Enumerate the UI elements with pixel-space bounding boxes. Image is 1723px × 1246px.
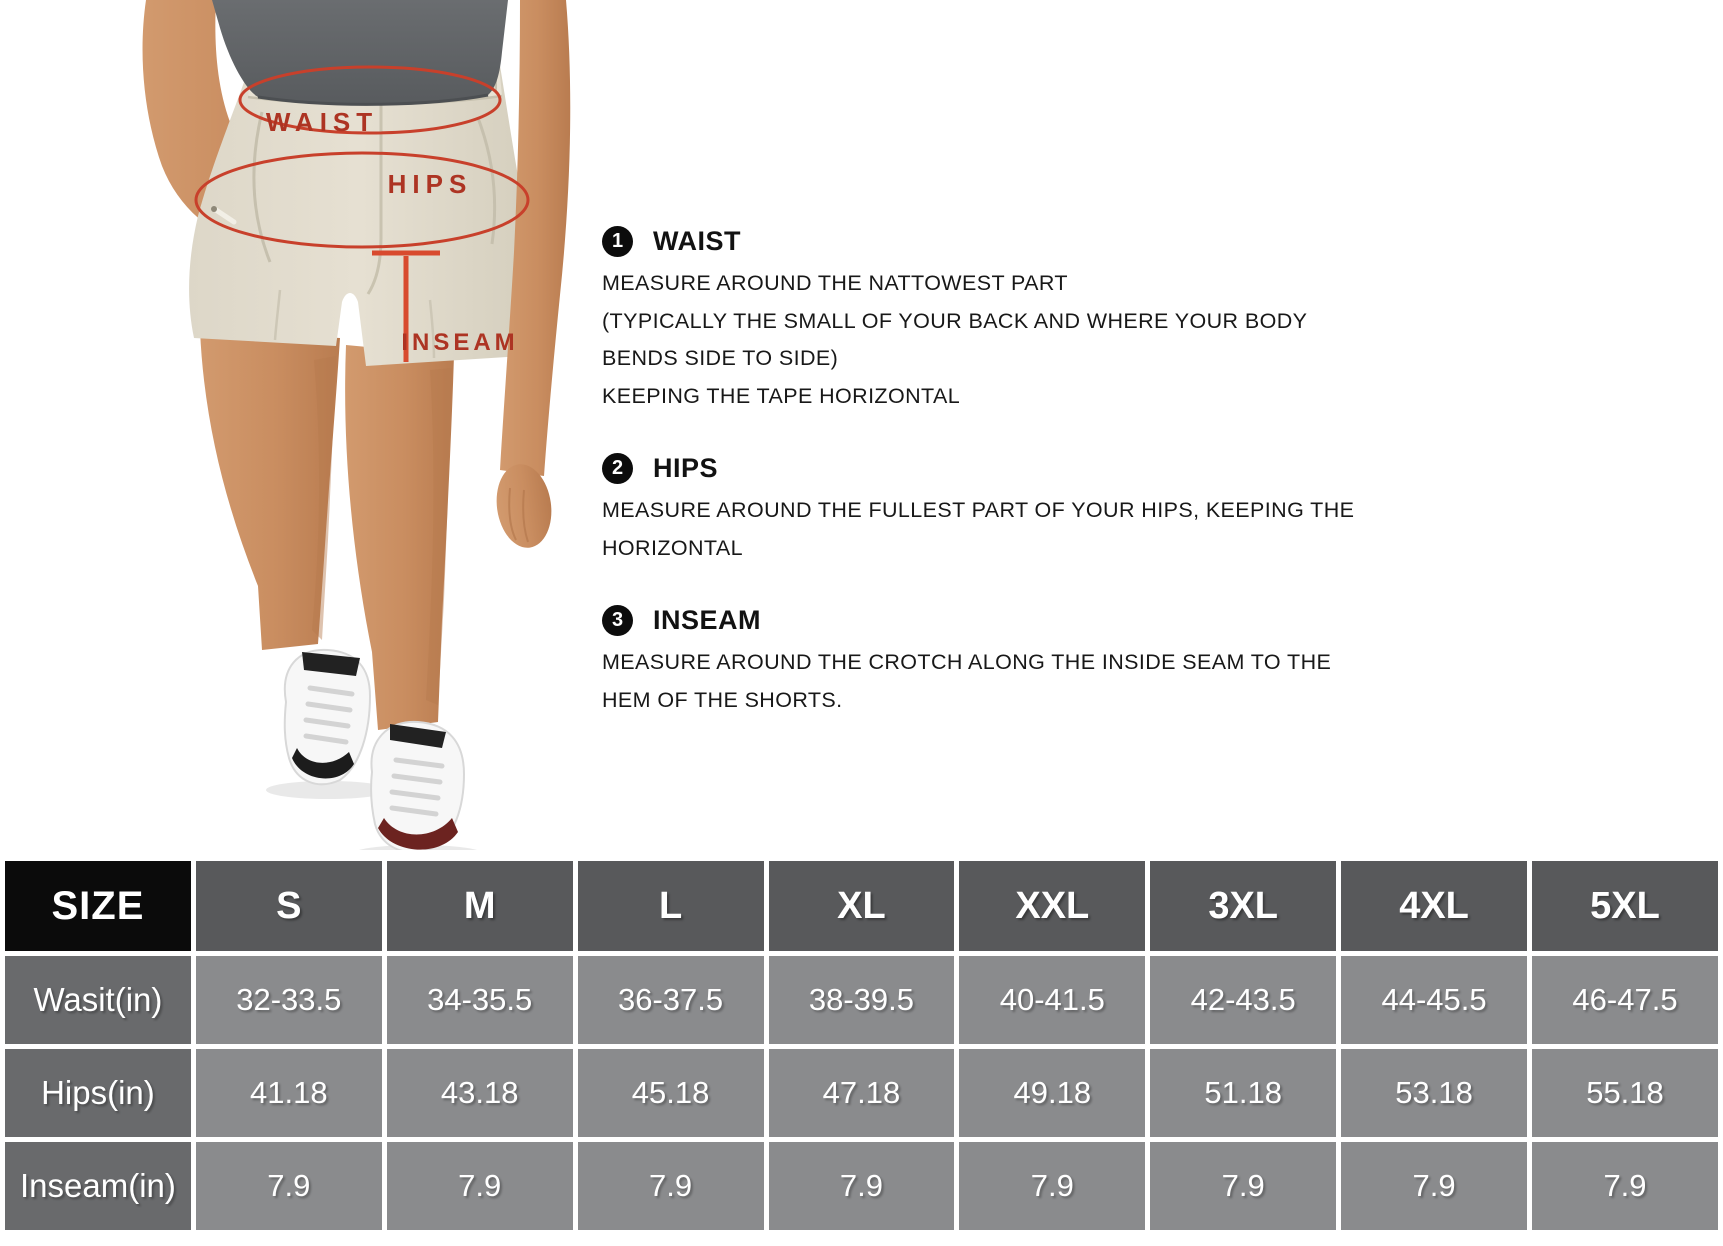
row-label-hips: Hips(in) xyxy=(5,1049,191,1137)
col-header-5xl: 5XL xyxy=(1532,861,1718,951)
instruction-text: MEASURE AROUND THE NATTOWEST PART xyxy=(602,271,1068,295)
table-cell: 34-35.5 xyxy=(387,956,573,1044)
instruction-text: HORIZONTAL xyxy=(602,535,743,560)
instruction-waist xyxy=(602,226,1362,415)
col-header-xl: XL xyxy=(769,861,955,951)
instruction-text: KEEPING THE TAPE HORIZONTAL xyxy=(602,383,961,408)
col-header-3xl: 3XL xyxy=(1150,861,1336,951)
inseam-row xyxy=(5,1142,1718,1230)
table-cell: 32-33.5 xyxy=(196,956,382,1044)
hips-row xyxy=(5,1049,1718,1137)
col-header-l: L xyxy=(578,861,764,951)
table-cell: 40-41.5 xyxy=(959,956,1145,1044)
table-cell: 7.9 xyxy=(769,1142,955,1230)
table-cell: 53.18 xyxy=(1341,1049,1527,1137)
table-cell: 38-39.5 xyxy=(769,956,955,1044)
measuring-instructions xyxy=(602,226,1362,757)
step-2-badge: 2 xyxy=(602,453,633,484)
instruction-text: MEASURE AROUND THE CROTCH ALONG THE INSIDE SEAM TO THE xyxy=(602,650,1332,674)
instruction-text: HEM OF THE SHORTS. xyxy=(602,687,843,712)
table-cell: 36-37.5 xyxy=(578,956,764,1044)
size-header-cell: SIZE xyxy=(5,861,191,951)
instruction-text: MEASURE AROUND THE FULLEST PART OF YOUR HIPS, KEEPING THE xyxy=(602,498,1355,522)
hips-label: HIPS xyxy=(387,169,473,199)
step-3-badge: 3 xyxy=(602,605,633,636)
table-cell: 7.9 xyxy=(196,1142,382,1230)
table-cell: 7.9 xyxy=(959,1142,1145,1230)
table-cell: 49.18 xyxy=(959,1049,1145,1137)
waist-label: WAIST xyxy=(265,107,379,137)
table-cell: 45.18 xyxy=(578,1049,764,1137)
instruction-inseam xyxy=(602,605,1362,719)
right-shoe xyxy=(371,722,464,850)
step-1-badge: 1 xyxy=(602,226,633,257)
instruction-text: (TYPICALLY THE SMALL OF YOUR BACK AND WHERE YOUR BODY xyxy=(602,308,1308,333)
model-photo xyxy=(100,0,600,850)
table-header-row xyxy=(5,861,1718,951)
table-cell: 7.9 xyxy=(1341,1142,1527,1230)
table-cell: 7.9 xyxy=(1150,1142,1336,1230)
row-label-inseam: Inseam(in) xyxy=(5,1142,191,1230)
waist-row xyxy=(5,956,1718,1044)
table-cell: 7.9 xyxy=(1532,1142,1718,1230)
table-cell: 41.18 xyxy=(196,1049,382,1137)
table-cell: 7.9 xyxy=(578,1142,764,1230)
col-header-s: S xyxy=(196,861,382,951)
row-label-waist: Wasit(in) xyxy=(5,956,191,1044)
table-cell: 7.9 xyxy=(387,1142,573,1230)
instruction-hips xyxy=(602,453,1362,567)
col-header-xxl: XXL xyxy=(959,861,1145,951)
model-illustration xyxy=(100,0,600,850)
table-cell: 44-45.5 xyxy=(1341,956,1527,1044)
table-cell: 42-43.5 xyxy=(1150,956,1336,1044)
instruction-text: BENDS SIDE TO SIDE) xyxy=(602,346,839,370)
table-cell: 51.18 xyxy=(1150,1049,1336,1137)
shirt xyxy=(212,0,508,105)
left-shoe xyxy=(285,650,370,784)
instruction-title: INSEAM xyxy=(653,605,762,635)
size-chart-table xyxy=(0,856,1723,1235)
table-cell: 46-47.5 xyxy=(1532,956,1718,1044)
instruction-title: WAIST xyxy=(653,226,741,256)
table-cell: 55.18 xyxy=(1532,1049,1718,1137)
table-cell: 47.18 xyxy=(769,1049,955,1137)
instruction-title: HIPS xyxy=(653,453,719,483)
col-header-m: M xyxy=(387,861,573,951)
table-cell: 43.18 xyxy=(387,1049,573,1137)
col-header-4xl: 4XL xyxy=(1341,861,1527,951)
inseam-label: INSEAM xyxy=(401,329,519,356)
